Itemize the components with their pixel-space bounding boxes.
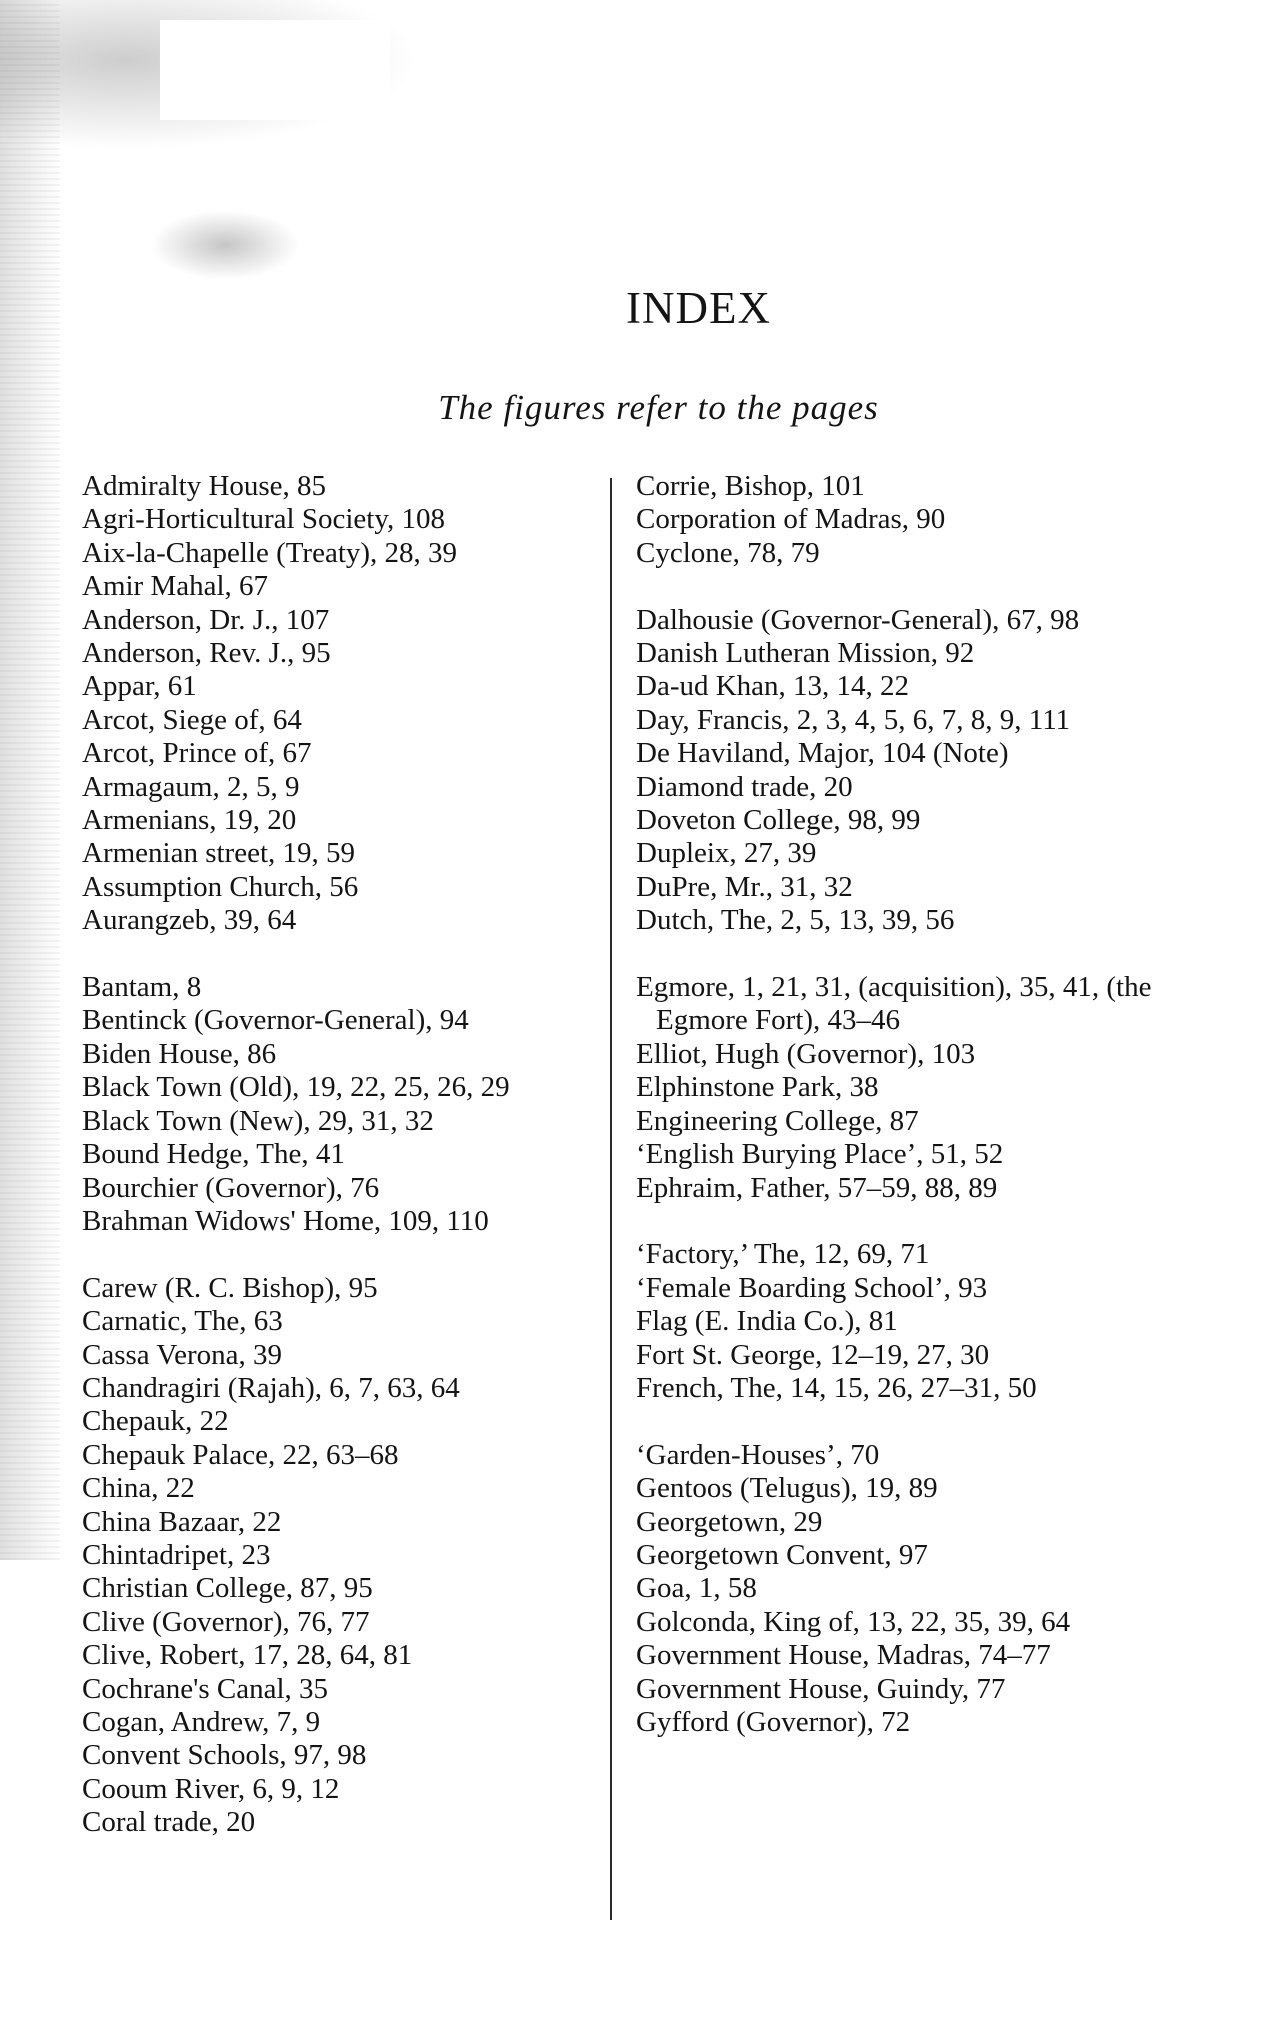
index-entry: Bound Hedge, The, 41 (82, 1138, 345, 1171)
index-entry: Chintadripet, 23 (82, 1538, 271, 1571)
index-entry: Government House, Madras, 74–77 (636, 1639, 1051, 1672)
index-column-left (82, 470, 582, 1840)
index-entry: Dutch, The, 2, 5, 13, 39, 56 (636, 904, 955, 937)
index-entry: Carnatic, The, 63 (82, 1305, 283, 1338)
index-entry: De Haviland, Major, 104 (Note) (636, 737, 1009, 770)
index-entry: Armagaum, 2, 5, 9 (82, 770, 300, 803)
index-entry: Diamond trade, 20 (636, 770, 853, 803)
index-entry: Brahman Widows' Home, 109, 110 (82, 1204, 489, 1237)
index-entry: Elliot, Hugh (Governor), 103 (636, 1037, 976, 1070)
index-entry: Corrie, Bishop, 101 (636, 470, 865, 502)
index-entry: Cooum River, 6, 9, 12 (82, 1772, 340, 1805)
index-entry: Corporation of Madras, 90 (636, 503, 946, 536)
index-entry: Convent Schools, 97, 98 (82, 1739, 367, 1772)
index-entry: Egmore, 1, 21, 31, (acquisition), 35, 41, (the Egmore Fort), 43–46 (636, 971, 1152, 1037)
index-entry: Engineering College, 87 (636, 1104, 919, 1137)
index-entry: Flag (E. India Co.), 81 (636, 1305, 898, 1338)
index-entry: Bantam, 8 (82, 971, 202, 1004)
scan-smudge (0, 0, 420, 150)
page-subtitle: The figures refer to the pages (438, 388, 879, 427)
index-entry: Government House, Guindy, 77 (636, 1672, 1006, 1705)
scan-smudge (150, 210, 300, 280)
index-entry: Danish Lutheran Mission, 92 (636, 637, 975, 670)
index-entry: Georgetown, 29 (636, 1505, 823, 1538)
index-entry: Aix-la-Chapelle (Treaty), 28, 39 (82, 536, 458, 569)
page-title: INDEX (626, 283, 771, 333)
section-gap (636, 938, 1156, 971)
index-entry: Arcot, Siege of, 64 (82, 703, 302, 736)
index-entry: Da-ud Khan, 13, 14, 22 (636, 670, 910, 703)
index-entry: Coral trade, 20 (82, 1806, 256, 1839)
index-entry: ‘English Burying Place’, 51, 52 (636, 1138, 1004, 1171)
index-entry: Ephraim, Father, 57–59, 88, 89 (636, 1171, 998, 1204)
index-entry: Cyclone, 78, 79 (636, 536, 820, 569)
section-gap (636, 1405, 1156, 1438)
index-entry: Amir Mahal, 67 (82, 570, 269, 603)
index-entry: Assumption Church, 56 (82, 870, 359, 903)
index-entry: Day, Francis, 2, 3, 4, 5, 6, 7, 8, 9, 111 (636, 703, 1071, 736)
index-entry: Doveton College, 98, 99 (636, 804, 921, 837)
index-entry: Chandragiri (Rajah), 6, 7, 63, 64 (82, 1371, 460, 1404)
index-entry: Admiralty House, 85 (82, 470, 327, 502)
index-entry: Armenians, 19, 20 (82, 804, 297, 837)
index-entry: Biden House, 86 (82, 1037, 277, 1070)
scan-edge-shadow (0, 0, 60, 1560)
section-gap (636, 570, 1156, 603)
index-entry: Golconda, King of, 13, 22, 35, 39, 64 (636, 1605, 1071, 1638)
index-entry: Black Town (Old), 19, 22, 25, 26, 29 (82, 1071, 510, 1104)
index-entry: Armenian street, 19, 59 (82, 837, 356, 870)
column-divider (610, 478, 612, 1920)
index-entry: Bentinck (Governor-General), 94 (82, 1004, 469, 1037)
index-entry: China, 22 (82, 1472, 195, 1505)
index-column-right (636, 470, 1156, 1739)
index-entry: Chepauk Palace, 22, 63–68 (82, 1438, 399, 1471)
index-entry: French, The, 14, 15, 26, 27–31, 50 (636, 1371, 1037, 1404)
index-entry: Chepauk, 22 (82, 1405, 229, 1438)
index-entry: DuPre, Mr., 31, 32 (636, 870, 853, 903)
section-gap (82, 1238, 582, 1271)
index-entry: Elphinstone Park, 38 (636, 1071, 879, 1104)
index-entry: Aurangzeb, 39, 64 (82, 904, 297, 937)
index-entry: Carew (R. C. Bishop), 95 (82, 1271, 378, 1304)
index-entry: Bourchier (Governor), 76 (82, 1171, 380, 1204)
index-entry: Goa, 1, 58 (636, 1572, 757, 1605)
index-entry: Cogan, Andrew, 7, 9 (82, 1706, 321, 1738)
section-gap (82, 938, 582, 971)
index-entry: Arcot, Prince of, 67 (82, 737, 312, 770)
index-entry: Appar, 61 (82, 670, 197, 703)
index-entry: ‘Female Boarding School’, 93 (636, 1271, 988, 1304)
index-entry: China Bazaar, 22 (82, 1505, 282, 1538)
index-entry: Dupleix, 27, 39 (636, 837, 817, 870)
index-entry: Clive, Robert, 17, 28, 64, 81 (82, 1639, 413, 1672)
section-gap (636, 1205, 1156, 1238)
index-entry: Agri-Horticultural Society, 108 (82, 503, 445, 536)
index-entry: Black Town (New), 29, 31, 32 (82, 1104, 434, 1137)
scan-blank-patch (160, 20, 390, 120)
index-entry: Dalhousie (Governor-General), 67, 98 (636, 603, 1080, 636)
index-entry: Cochrane's Canal, 35 (82, 1672, 329, 1705)
index-entry: Gyfford (Governor), 72 (636, 1705, 911, 1738)
index-entry: Anderson, Dr. J., 107 (82, 603, 330, 636)
index-entry: Gentoos (Telugus), 19, 89 (636, 1472, 938, 1505)
index-entry: Cassa Verona, 39 (82, 1338, 283, 1371)
index-entry: Fort St. George, 12–19, 27, 30 (636, 1338, 990, 1371)
index-entry: ‘Factory,’ The, 12, 69, 71 (636, 1238, 930, 1271)
index-entry: ‘Garden-Houses’, 70 (636, 1438, 880, 1471)
index-entry: Christian College, 87, 95 (82, 1572, 373, 1605)
index-entry: Georgetown Convent, 97 (636, 1538, 928, 1571)
index-entry: Clive (Governor), 76, 77 (82, 1605, 370, 1638)
index-entry: Anderson, Rev. J., 95 (82, 637, 331, 670)
